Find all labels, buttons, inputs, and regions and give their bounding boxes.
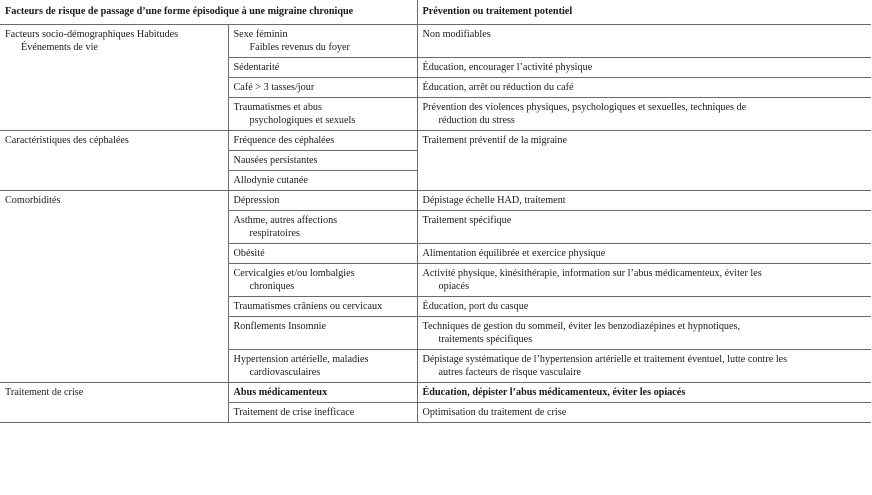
factor-cell: Traumatismes crâniens ou cervicaux (228, 297, 417, 317)
treatment-cell: Prévention des violences physiques, psychologiques et sexuelles, techniques de réduction du stress (417, 98, 871, 131)
factor-cell: Fréquence des céphalées (228, 131, 417, 151)
table-row (0, 25, 871, 58)
treatment-cell: Optimisation du traitement de crise (417, 403, 871, 423)
factor-cell: Traumatismes et abus psychologiques et sexuels (228, 98, 417, 131)
table-row (0, 383, 871, 403)
factor-cell: Café > 3 tasses/jour (228, 78, 417, 98)
factor-cell: Hypertension artérielle, maladies cardiovasculaires (228, 350, 417, 383)
factor-cell: Sédentarité (228, 58, 417, 78)
factor-cell: Asthme, autres affections respiratoires (228, 211, 417, 244)
factor-cell: Allodynie cutanée (228, 171, 417, 191)
treatment-cell: Éducation, arrêt ou réduction du café (417, 78, 871, 98)
treatment-cell: Techniques de gestion du sommeil, éviter les benzodiazépines et hypnotiques, traitements spécifiques (417, 317, 871, 350)
header-prevention: Prévention ou traitement potentiel (417, 0, 871, 25)
factor-cell: Cervicalgies et/ou lombalgies chroniques (228, 264, 417, 297)
factor-cell: Dépression (228, 191, 417, 211)
group-label: Comorbidités (0, 191, 228, 383)
treatment-cell: Activité physique, kinésithérapie, information sur l’abus médicamenteux, éviter les opiacés (417, 264, 871, 297)
group-label: Caractéristiques des céphalées (0, 131, 228, 191)
treatment-cell: Non modifiables (417, 25, 871, 58)
treatment-cell: Éducation, port du casque (417, 297, 871, 317)
treatment-cell: Traitement spécifique (417, 211, 871, 244)
treatment-cell: Traitement préventif de la migraine (417, 131, 871, 191)
treatment-cell: Dépistage échelle HAD, traitement (417, 191, 871, 211)
header-risk-factors: Facteurs de risque de passage d’une forme épisodique à une migraine chronique (0, 0, 417, 25)
treatment-cell: Éducation, dépister l’abus médicamenteux, éviter les opiacés (417, 383, 871, 403)
treatment-cell: Dépistage systématique de l’hypertension artérielle et traitement éventuel, lutte contre les autres facteurs de risque vasculaire (417, 350, 871, 383)
group-label: Traitement de crise (0, 383, 228, 423)
factor-cell: Abus médicamenteux (228, 383, 417, 403)
table-row (0, 191, 871, 211)
factor-cell: Sexe féminin Faibles revenus du foyer (228, 25, 417, 58)
table-row (0, 131, 871, 151)
group-label: Facteurs socio-démographiques Habitudes Événements de vie (0, 25, 228, 131)
factor-cell: Ronflements Insomnie (228, 317, 417, 350)
table-header-row (0, 0, 871, 25)
treatment-cell: Éducation, encourager l’activité physique (417, 58, 871, 78)
factor-cell: Nausées persistantes (228, 151, 417, 171)
factor-cell: Obésité (228, 244, 417, 264)
factor-cell: Traitement de crise inefficace (228, 403, 417, 423)
treatment-cell: Alimentation équilibrée et exercice physique (417, 244, 871, 264)
